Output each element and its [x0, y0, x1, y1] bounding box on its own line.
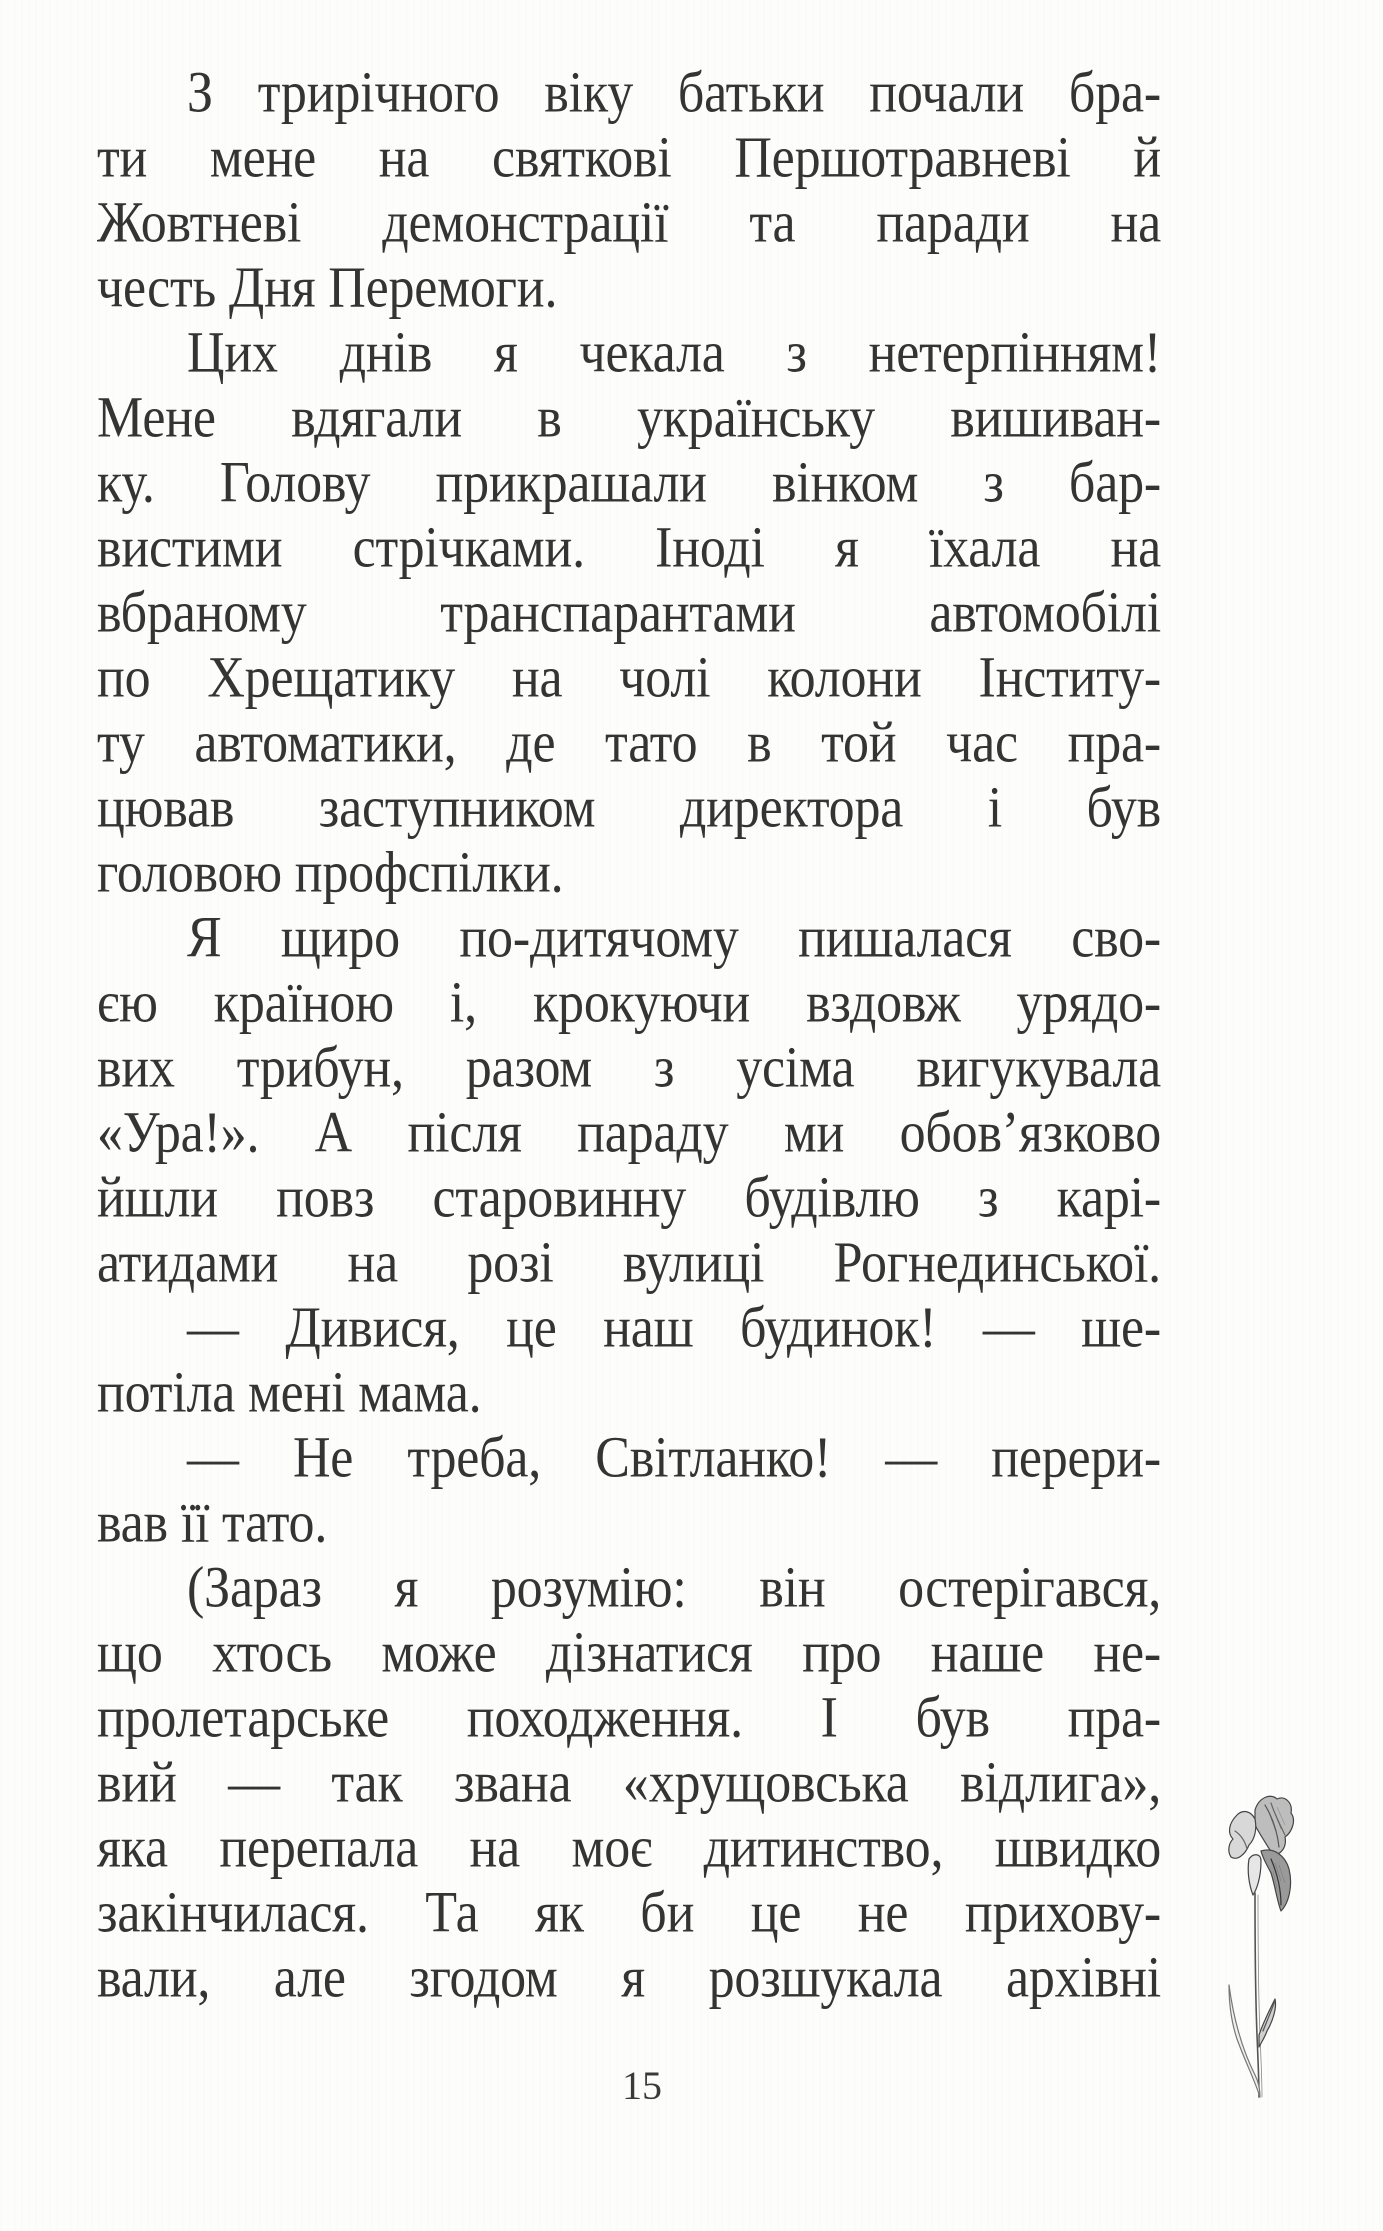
iris-flower-icon — [1215, 1785, 1310, 2110]
text-line: що хтось може дізнатися про наше не- — [97, 1621, 1161, 1685]
text-line: Цих днів я чекала з нетерпінням! — [187, 321, 1161, 385]
text-line: йшли повз старовинну будівлю з карі- — [97, 1166, 1161, 1230]
text-line: пролетарське походження. І був пра- — [97, 1686, 1161, 1750]
text-line: яка перепала на моє дитинство, швидко — [97, 1816, 1161, 1880]
text-line: єю країною і, крокуючи вздовж урядо- — [97, 971, 1161, 1035]
dialogue-line: вав її тато. — [97, 1491, 328, 1555]
body-text — [97, 62, 1161, 2012]
dialogue-line: — Не треба, Світланко! — перери- — [187, 1426, 1161, 1490]
text-line: головою профспілки. — [97, 841, 564, 905]
text-line: вий — так звана «хрущовська відлига», — [97, 1751, 1161, 1815]
text-line: вбраному транспарантами автомобілі — [97, 581, 1161, 645]
text-line: вистими стрічками. Іноді я їхала на — [97, 516, 1161, 580]
dialogue-line: — Дивися, це наш будинок! — ше- — [187, 1296, 1161, 1360]
text-line: атидами на розі вулиці Рогнединської. — [97, 1231, 1161, 1295]
text-line: закінчилася. Та як би це не прихову- — [97, 1881, 1161, 1945]
text-line: (Зараз я розумію: він остерігався, — [187, 1556, 1161, 1620]
text-line: по Хрещатику на чолі колони Інститу- — [97, 646, 1161, 710]
dialogue-line: потіла мені мама. — [97, 1361, 482, 1425]
text-line: Я щиро по-дитячому пишалася сво- — [187, 906, 1161, 970]
text-line: З трирічного віку батьки почали бра- — [187, 61, 1161, 125]
text-line: Жовтневі демонстрації та паради на — [97, 191, 1161, 255]
text-line: «Ура!». А після параду ми обов’язково — [97, 1101, 1161, 1165]
text-line: ти мене на святкові Першотравневі й — [97, 126, 1161, 190]
text-line: ту автоматики, де тато в той час пра- — [97, 711, 1161, 775]
page-number: 15 — [622, 2063, 662, 2108]
text-line: вали, але згодом я розшукала архівні — [97, 1946, 1161, 2010]
text-line: цював заступником директора і був — [97, 776, 1161, 840]
text-line: честь Дня Перемоги. — [97, 256, 558, 320]
text-line: ку. Голову прикрашали вінком з бар- — [97, 451, 1161, 515]
text-line: Мене вдягали в українську вишиван- — [97, 386, 1161, 450]
text-line: вих трибун, разом з усіма вигукувала — [97, 1036, 1161, 1100]
